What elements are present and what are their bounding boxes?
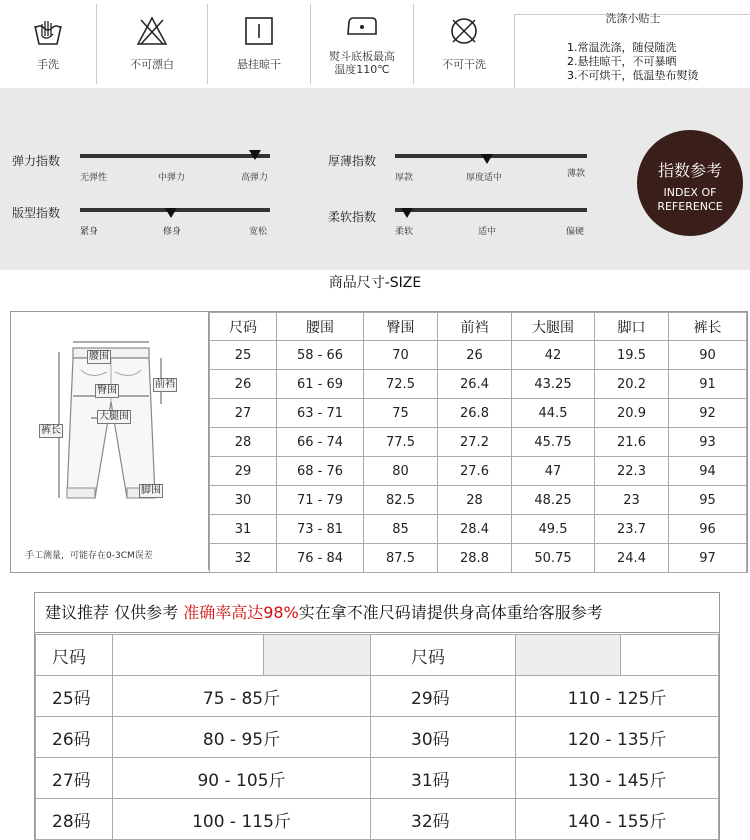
cell — [264, 635, 371, 676]
table-row — [210, 486, 747, 515]
table-row — [210, 515, 747, 544]
scale-tick: 高弹力 — [241, 173, 269, 183]
cell: 47 — [512, 457, 595, 486]
cell: 28.4 — [438, 515, 512, 544]
cell: 80 — [364, 457, 438, 486]
care-label-line: 温度110℃ — [334, 63, 390, 76]
cell: 94 — [669, 457, 747, 486]
cell: 45.75 — [512, 428, 595, 457]
cell: 19.5 — [595, 341, 669, 370]
cell: 75 — [364, 399, 438, 428]
cell: 21.6 — [595, 428, 669, 457]
index-section — [0, 88, 750, 270]
cell: 32码 — [371, 799, 516, 840]
recommendation-table — [35, 634, 719, 840]
index-reference-badge — [637, 130, 743, 236]
cell: 30码 — [371, 717, 516, 758]
cell: 76 - 84 — [277, 544, 364, 573]
cell: 68 - 76 — [277, 457, 364, 486]
cell: 100 - 115斤 — [113, 799, 371, 840]
cell: 27 — [210, 399, 277, 428]
cell: 93 — [669, 428, 747, 457]
care-label: 悬挂晾干 — [237, 58, 281, 71]
scale-bar — [80, 154, 270, 158]
wash-tip: 1.常温洗涤，随侵随洗 — [567, 41, 677, 54]
size-table-box — [10, 311, 748, 573]
care-section — [0, 0, 750, 88]
scale-tick: 修身 — [163, 227, 182, 237]
scale-tick: 薄款 — [567, 169, 586, 179]
column-header: 尺码 — [210, 313, 277, 341]
scale-marker — [401, 208, 413, 218]
table-row — [210, 370, 747, 399]
cell: 58 - 66 — [277, 341, 364, 370]
iron-icon — [345, 8, 379, 42]
cell: 75 - 85斤 — [113, 676, 371, 717]
no-bleach-icon — [135, 14, 169, 48]
cell: 43.25 — [512, 370, 595, 399]
column-header: 裤长 — [669, 313, 747, 341]
table-row — [36, 758, 719, 799]
scale-name: 版型指数 — [12, 206, 61, 220]
table-row — [36, 635, 719, 676]
diagram-label-waist: 腰围 — [89, 351, 109, 362]
cell: 29码 — [371, 676, 516, 717]
cell: 20.9 — [595, 399, 669, 428]
cell: 31码 — [371, 758, 516, 799]
cell: 23 — [595, 486, 669, 515]
scale-bar — [395, 208, 587, 212]
table-row — [210, 544, 747, 573]
cell: 28.8 — [438, 544, 512, 573]
cell — [113, 635, 264, 676]
table-row — [36, 717, 719, 758]
cell: 70 — [364, 341, 438, 370]
cell: 26码 — [36, 717, 113, 758]
cell — [621, 635, 719, 676]
table-row — [36, 799, 719, 840]
scale-tick: 宽松 — [249, 227, 268, 237]
cell: 26 — [438, 341, 512, 370]
cell: 110 - 125斤 — [516, 676, 719, 717]
hang-dry-icon — [242, 14, 276, 48]
table-row — [210, 341, 747, 370]
size-recommendation — [34, 592, 720, 840]
cell: 61 - 69 — [277, 370, 364, 399]
scale-marker — [481, 154, 493, 164]
scale-name: 柔软指数 — [328, 210, 377, 224]
cell: 31 — [210, 515, 277, 544]
cell: 44.5 — [512, 399, 595, 428]
wash-tips — [514, 14, 750, 89]
cell: 48.25 — [512, 486, 595, 515]
care-label: 不可干洗 — [442, 58, 486, 71]
diagram-label-length: 裤长 — [41, 425, 61, 436]
measurement-note: 手工测量，可能存在0-3CM误差 — [25, 551, 153, 561]
scale-marker — [249, 150, 261, 160]
scale-tick: 偏硬 — [566, 227, 585, 237]
cell: 91 — [669, 370, 747, 399]
cell: 20.2 — [595, 370, 669, 399]
cell: 26.4 — [438, 370, 512, 399]
cell: 27.6 — [438, 457, 512, 486]
cell: 32 — [210, 544, 277, 573]
scale-name: 厚薄指数 — [328, 154, 377, 168]
hand-wash-icon — [31, 14, 65, 48]
cell: 26.8 — [438, 399, 512, 428]
wash-tip: 2.悬挂晾干，不可暴晒 — [567, 55, 677, 68]
column-header: 腰围 — [277, 313, 364, 341]
table-row — [210, 457, 747, 486]
cell: 87.5 — [364, 544, 438, 573]
table-row — [210, 399, 747, 428]
cell: 73 - 81 — [277, 515, 364, 544]
cell: 97 — [669, 544, 747, 573]
size-table — [209, 312, 747, 573]
cell: 27.2 — [438, 428, 512, 457]
cell: 80 - 95斤 — [113, 717, 371, 758]
scale-tick: 厚度适中 — [466, 173, 503, 183]
care-label: 手洗 — [37, 58, 59, 71]
accuracy-highlight: 准确率高达98% — [183, 603, 299, 622]
cell: 28码 — [36, 799, 113, 840]
column-header: 前裆 — [438, 313, 512, 341]
cell: 66 - 74 — [277, 428, 364, 457]
cell: 22.3 — [595, 457, 669, 486]
cell: 120 - 135斤 — [516, 717, 719, 758]
care-item-hang-dry — [208, 0, 310, 88]
wash-tip: 3.不可烘干，低温垫布熨烫 — [567, 69, 699, 82]
cell: 130 - 145斤 — [516, 758, 719, 799]
cell: 92 — [669, 399, 747, 428]
cell: 24.4 — [595, 544, 669, 573]
care-item-no-dry-clean — [414, 0, 514, 88]
badge-subtitle — [637, 186, 743, 214]
cell: 27码 — [36, 758, 113, 799]
care-label — [311, 50, 413, 76]
scale-tick: 紧身 — [80, 227, 99, 237]
cell: 63 - 71 — [277, 399, 364, 428]
size-table-header — [210, 313, 747, 341]
care-item-no-bleach — [97, 0, 207, 88]
column-header: 尺码 — [371, 635, 516, 676]
no-dry-clean-icon — [447, 14, 481, 48]
diagram-label-hip: 臀围 — [97, 385, 117, 396]
cell: 30 — [210, 486, 277, 515]
badge-subtitle-line: REFERENCE — [657, 200, 723, 213]
cell: 85 — [364, 515, 438, 544]
cell: 28 — [438, 486, 512, 515]
cell: 25码 — [36, 676, 113, 717]
care-item-hand-wash — [0, 0, 96, 88]
cell: 50.75 — [512, 544, 595, 573]
diagram-label-front-rise: 前裆 — [155, 379, 175, 390]
size-heading: 商品尺寸-SIZE — [328, 275, 422, 291]
scale-name: 弹力指数 — [12, 154, 61, 168]
recommendation-header — [35, 593, 719, 633]
care-item-iron — [311, 0, 413, 88]
badge-subtitle-line: INDEX OF — [663, 186, 717, 199]
diagram-label-hem: 脚围 — [141, 485, 161, 496]
column-header: 臀围 — [364, 313, 438, 341]
wash-tips-title: 洗涤小贴士 — [605, 12, 661, 25]
table-row — [36, 676, 719, 717]
scale-tick: 无弹性 — [80, 173, 108, 183]
cell: 23.7 — [595, 515, 669, 544]
header-text: 实在拿不准尺码请提供身高体重给客服参考 — [298, 603, 603, 622]
cell: 96 — [669, 515, 747, 544]
badge-title: 指数参考 — [657, 161, 722, 180]
column-header: 脚口 — [595, 313, 669, 341]
cell: 95 — [669, 486, 747, 515]
cell: 90 - 105斤 — [113, 758, 371, 799]
diagram-label-thigh: 大腿围 — [99, 411, 129, 422]
cell: 71 - 79 — [277, 486, 364, 515]
cell: 28 — [210, 428, 277, 457]
cell: 42 — [512, 341, 595, 370]
pants-diagram — [11, 312, 209, 570]
cell: 25 — [210, 341, 277, 370]
table-row — [210, 428, 747, 457]
scale-tick: 中弹力 — [158, 173, 186, 183]
column-header: 尺码 — [36, 635, 113, 676]
column-header: 大腿围 — [512, 313, 595, 341]
cell: 140 - 155斤 — [516, 799, 719, 840]
cell: 90 — [669, 341, 747, 370]
header-text: 建议推荐 仅供参考 — [45, 603, 184, 622]
cell: 77.5 — [364, 428, 438, 457]
care-label: 不可漂白 — [130, 58, 174, 71]
scale-tick: 柔软 — [395, 227, 414, 237]
cell: 29 — [210, 457, 277, 486]
cell: 82.5 — [364, 486, 438, 515]
cell: 26 — [210, 370, 277, 399]
scale-tick: 厚款 — [395, 173, 414, 183]
care-label-line: 熨斗底板最高 — [329, 50, 395, 63]
cell: 72.5 — [364, 370, 438, 399]
cell: 49.5 — [512, 515, 595, 544]
scale-tick: 适中 — [478, 227, 497, 237]
cell — [516, 635, 621, 676]
scale-marker — [165, 208, 177, 218]
